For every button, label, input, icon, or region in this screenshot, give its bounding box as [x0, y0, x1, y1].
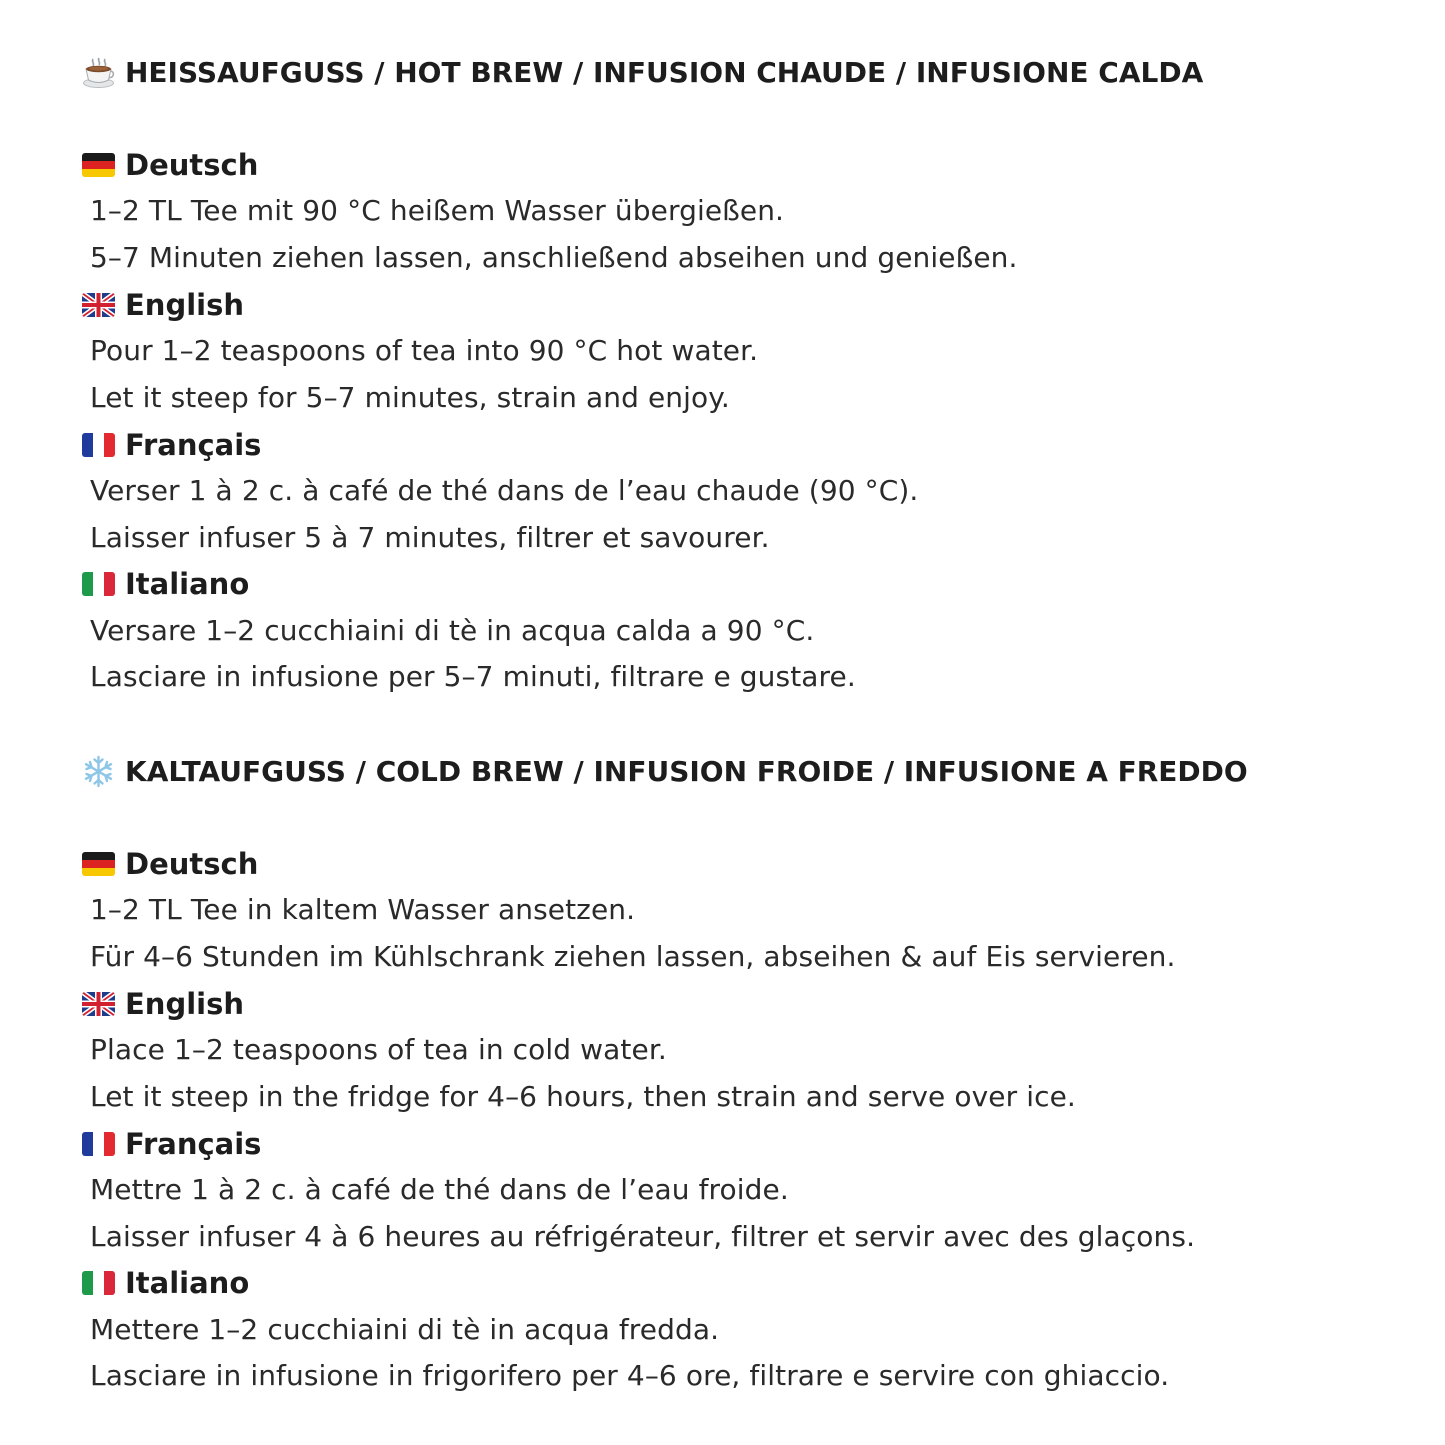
- cold-italiano-label: Italiano: [125, 1266, 250, 1300]
- uk-flag-icon: [82, 992, 115, 1016]
- cold-brew-title: KALTAUFGUSS / COLD BREW / INFUSION FROIDE / INFUSIONE A FREDDO: [125, 754, 1248, 788]
- cold-brew-heading: [82, 751, 1248, 791]
- hot-francais-line-2: Laisser infuser 5 à 7 minutes, filtrer et savourer.: [90, 521, 770, 554]
- hot-brew-title: HEISSAUFGUSS / HOT BREW / INFUSION CHAUDE / INFUSIONE CALDA: [125, 55, 1204, 89]
- hot-italiano-line-2: Lasciare in infusione per 5–7 minuti, filtrare e gustare.: [90, 660, 856, 693]
- hot-deutsch-heading: [82, 145, 258, 185]
- hot-italiano-label: Italiano: [125, 567, 250, 601]
- cold-francais-line-2: Laisser infuser 4 à 6 heures au réfrigérateur, filtrer et servir avec des glaçons.: [90, 1220, 1196, 1253]
- german-flag-icon: [82, 852, 115, 876]
- cold-italiano-line-2: Lasciare in infusione in frigorifero per 4–6 ore, filtrare e servire con ghiaccio.: [90, 1359, 1170, 1392]
- cold-francais-label: Français: [125, 1127, 262, 1161]
- uk-flag-icon: [82, 293, 115, 317]
- cold-italiano-heading: [82, 1263, 249, 1303]
- cold-english-line-2: Let it steep in the fridge for 4–6 hours, then strain and serve over ice.: [90, 1080, 1076, 1113]
- italian-flag-icon: [82, 1271, 115, 1295]
- hot-francais-heading: [82, 425, 261, 465]
- hot-francais-label: Français: [125, 428, 262, 462]
- french-flag-icon: [82, 433, 115, 457]
- hot-english-label: English: [125, 288, 245, 322]
- cold-francais-heading: [82, 1124, 261, 1164]
- cold-deutsch-line-2: Für 4–6 Stunden im Kühlschrank ziehen lassen, abseihen & auf Eis servieren.: [90, 940, 1176, 973]
- cold-english-heading: [82, 984, 244, 1024]
- cold-francais-line-1: Mettre 1 à 2 c. à café de thé dans de l’eau froide.: [90, 1173, 789, 1206]
- german-flag-icon: [82, 153, 115, 177]
- snowflake-icon: [82, 755, 115, 788]
- cold-deutsch-heading: [82, 844, 258, 884]
- cold-deutsch-line-1: 1–2 TL Tee in kaltem Wasser ansetzen.: [90, 893, 636, 926]
- hot-italiano-line-1: Versare 1–2 cucchiaini di tè in acqua calda a 90 °C.: [90, 614, 815, 647]
- hot-deutsch-label: Deutsch: [125, 148, 259, 182]
- hot-english-line-2: Let it steep for 5–7 minutes, strain and enjoy.: [90, 381, 730, 414]
- hot-english-line-1: Pour 1–2 teaspoons of tea into 90 °C hot water.: [90, 334, 759, 367]
- hot-italiano-heading: [82, 564, 249, 604]
- cold-english-line-1: Place 1–2 teaspoons of tea in cold water.: [90, 1033, 667, 1066]
- italian-flag-icon: [82, 572, 115, 596]
- hot-beverage-icon: [82, 56, 115, 89]
- cold-english-label: English: [125, 987, 245, 1021]
- cold-deutsch-label: Deutsch: [125, 847, 259, 881]
- french-flag-icon: [82, 1132, 115, 1156]
- hot-francais-line-1: Verser 1 à 2 c. à café de thé dans de l’eau chaude (90 °C).: [90, 474, 919, 507]
- cold-italiano-line-1: Mettere 1–2 cucchiaini di tè in acqua fredda.: [90, 1313, 720, 1346]
- hot-deutsch-line-2: 5–7 Minuten ziehen lassen, anschließend abseihen und genießen.: [90, 241, 1018, 274]
- hot-english-heading: [82, 285, 244, 325]
- hot-brew-heading: [82, 52, 1203, 92]
- hot-deutsch-line-1: 1–2 TL Tee mit 90 °C heißem Wasser übergießen.: [90, 194, 785, 227]
